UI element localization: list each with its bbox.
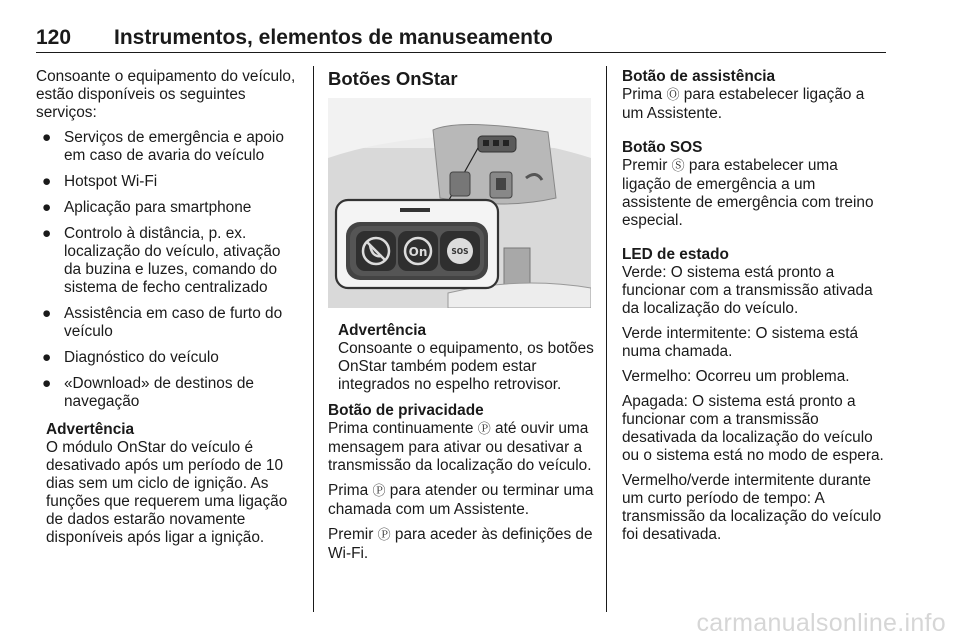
- services-list: [36, 129, 298, 411]
- onstar-buttons-photo: [328, 98, 591, 308]
- note-mirror: [338, 322, 594, 394]
- note-text: O módulo OnStar do veículo é desativado após um período de 10 dias sem um ciclo de ignição. As funções que requerem uma ligação de dados estarão novamente disponíveis após ligar a ignição.: [46, 439, 288, 546]
- led-status-item: Verde intermitente: O sistema está numa chamada.: [622, 325, 859, 360]
- column-divider: [606, 66, 607, 612]
- photo-sos-label: SOS: [451, 247, 469, 256]
- assist-paragraph: Prima Ⓞ para estabelecer ligação a um Assistente.: [622, 86, 865, 122]
- bullet-icon: ●: [42, 375, 52, 392]
- bullet-icon: ●: [42, 199, 52, 216]
- page-header: [36, 26, 886, 53]
- bullet-icon: ●: [42, 225, 52, 242]
- section-title: Botões OnStar: [328, 68, 458, 89]
- privacy-paragraph: Prima continuamente Ⓟ até ouvir uma mensagem para ativar ou desativar a transmissão da localização do veículo.: [328, 420, 592, 474]
- assist-button-title: Botão de assistência: [622, 68, 776, 85]
- privacy-phone-icon: Ⓟ: [377, 528, 391, 543]
- column-left: [36, 68, 298, 547]
- watermark: carmanualsonline.info: [696, 609, 946, 637]
- list-item: ● Assistência em caso de furto do veículo: [42, 305, 283, 340]
- sos-icon: Ⓢ: [671, 159, 685, 174]
- intro-text: Consoante o equipamento do veículo, estão disponíveis os seguintes serviços:: [36, 68, 296, 121]
- column-right: [622, 68, 888, 551]
- page-number: 120: [36, 26, 72, 49]
- privacy-phone-icon: Ⓟ: [477, 422, 491, 437]
- led-status-item: Vermelho/verde intermitente durante um curto período de tempo: A transmissão da localização do veículo foi desativada.: [622, 472, 882, 543]
- onstar-assist-icon: Ⓞ: [666, 88, 680, 103]
- list-item: ● Aplicação para smartphone: [42, 199, 252, 216]
- list-item: ● Diagnóstico do veículo: [42, 349, 219, 366]
- privacy-button-title: Botão de privacidade: [328, 402, 484, 419]
- sos-paragraph: Premir Ⓢ para estabelecer uma ligação de emergência a um assistente de emergência com treino especial.: [622, 157, 874, 229]
- bullet-icon: ●: [42, 349, 52, 366]
- note-title: Advertência: [338, 322, 427, 339]
- note-title: Advertência: [46, 421, 135, 438]
- led-status-item: Apagada: O sistema está pronto a funcionar com a transmissão desativada da localização do veículo ou o sistema está no modo de espera.: [622, 393, 884, 464]
- led-title: LED de estado: [622, 246, 729, 263]
- list-item: ● Controlo à distância, p. ex. localização do veículo, ativação da buzina e luzes, comando do sistema de fecho centralizado: [42, 225, 281, 296]
- list-item: ● Hotspot Wi-Fi: [42, 173, 158, 190]
- privacy-paragraph: Prima Ⓟ para atender ou terminar uma chamada com um Assistente.: [328, 482, 594, 518]
- list-item: ● Serviços de emergência e apoio em caso de avaria do veículo: [42, 129, 284, 164]
- list-item: ● «Download» de destinos de navegação: [42, 375, 254, 410]
- led-status-item: Vermelho: Ocorreu um problema.: [622, 368, 850, 385]
- photo-on-label: On: [408, 245, 428, 259]
- bullet-icon: ●: [42, 173, 52, 190]
- sos-button-title: Botão SOS: [622, 139, 703, 156]
- column-divider: [313, 66, 314, 612]
- note-onstar-module: [46, 421, 298, 547]
- privacy-phone-icon: Ⓟ: [372, 484, 386, 499]
- privacy-paragraph: Premir Ⓟ para aceder às definições de Wi-Fi.: [328, 526, 593, 562]
- bullet-icon: ●: [42, 129, 52, 146]
- bullet-icon: ●: [42, 305, 52, 322]
- note-text: Consoante o equipamento, os botões OnStar também podem estar integrados no espelho retrovisor.: [338, 340, 594, 393]
- led-status-item: Verde: O sistema está pronto a funcionar com a transmissão ativada da localização do veículo.: [622, 264, 873, 317]
- led-status-list: [622, 264, 888, 544]
- column-middle: [328, 68, 594, 570]
- page-title: Instrumentos, elementos de manuseamento: [114, 26, 553, 49]
